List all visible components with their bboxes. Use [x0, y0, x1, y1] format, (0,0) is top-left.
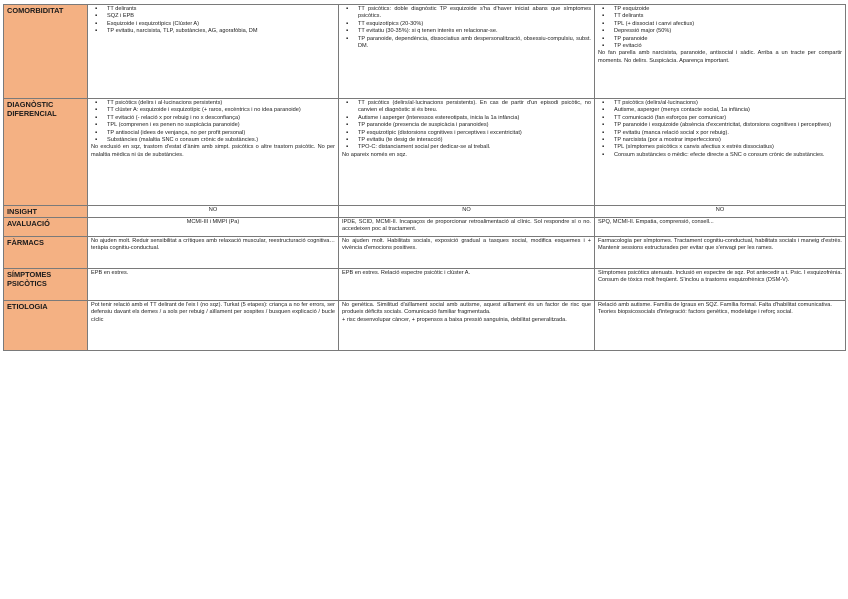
bullet-list — [598, 6, 842, 50]
bullet-list — [342, 6, 591, 50]
list-item: ▪ TT delirants — [614, 13, 842, 20]
cell-simptomes-col1: EPB en estres. — [88, 269, 339, 301]
cell-comorbiditat-col1 — [88, 5, 339, 99]
cell-etiologia-col1: Pot tenir relació amb el TT delirant de l'eix I (no sqz). Turkat (5 etapes): criança a no fer errors, ser defensiu davant els demes / a sols per rebuig / aïllament per sospites / busquen explicació / bucle cíclic — [88, 301, 339, 351]
cell-paragraph: Teories biopsicosocials d'integració: factors genètics, modelatge i reforç social. — [598, 309, 793, 316]
cell-diagnostic-col2 — [339, 99, 595, 206]
list-item: ▪ Depressió major (50%) — [614, 28, 842, 35]
cell-insight-col2: NO — [339, 206, 595, 218]
row-label-avaluacio: AVALUACIÓ — [4, 218, 88, 237]
row-label-diagnostic: DIAGNÒSTIC DIFERENCIAL — [4, 99, 88, 206]
cell-avaluacio-col3: SPQ, MCMI-II. Empatia, comprensió, consell... — [595, 218, 846, 237]
row-avaluacio — [4, 218, 846, 237]
row-label-simptomes: SÍMPTOMES PSICÒTICS — [4, 269, 88, 301]
row-diagnostic-diferencial — [4, 99, 846, 206]
list-item: ▪ TP paranoide (presencia de suspicàcia i paranoides) — [358, 122, 591, 129]
bullet-list — [342, 100, 591, 152]
list-item: ▪ Consum substàncies o mèdic: efecte directe a SNC o consum crònic de substàncies. — [614, 152, 842, 159]
cell-diagnostic-col1 — [88, 99, 339, 206]
list-item: ▪ TP evitació — [614, 43, 842, 50]
list-item: ▪ TT comunicació (fan esforços per comunicar) — [614, 115, 842, 122]
row-label-insight: INSIGHT — [4, 206, 88, 218]
cell-comorbiditat-col3 — [595, 5, 846, 99]
list-item: ▪ TP paranoide — [614, 36, 842, 43]
cell-farmacs-col1: No ajuden molt. Reduir sensibilitat a crítiques amb relaxació muscular, reestructuració cognitiva…teràpia cognitiu-conductual. — [88, 237, 339, 269]
cell-simptomes-col3: Símptomes psicòtics atenuats. Inclusió en espectre de sqz. Pot antecedir a t. Psic. I esquizofrènia. Consum de tòxics molt freqüent. S'inclou a trastorns esquizofrènics (DSM-V). — [595, 269, 846, 301]
cell-paragraph: No apareix només en sqz. — [342, 151, 407, 158]
list-item: ▪ Substàncies (malaltia SNC o consum crònic de substàncies.) — [107, 137, 335, 144]
cell-insight-col3: NO — [595, 206, 846, 218]
list-item: ▪ TP evitatiu, narcisista, TLP, substàncies, AG, agorafòbia, DM — [107, 28, 335, 35]
list-item: ▪ Autisme i asperger (interessos estereotipats, inicia la 1a infància) — [358, 115, 591, 122]
cell-farmacs-col3: Farmacologia per símptomes. Tractament cognitiu-conductual, habilitats socials i maneig d'estrès. Mantenir sessions estructurades per evitar que s'envagi per les rames. — [595, 237, 846, 269]
comparison-table — [3, 4, 846, 351]
cell-paragraph: + risc desenvolupar càncer, + propensos a baixa pressió sanguínia, debilitat generalitzada. — [342, 316, 567, 323]
cell-farmacs-col2: No ajuden molt. Habilitats socials, exposició gradual a tasques social, modifica esquemes i + vivència d'emocions positives. — [339, 237, 595, 269]
list-item: ▪ TT evitació (- relació x por rebuig i no x desconfiança) — [107, 115, 335, 122]
bullet-list — [91, 6, 335, 36]
row-label-etiologia: ETIOLOGIA — [4, 301, 88, 351]
list-item: ▪ TPL (comprenen i es penen no suspicàcia paranoide) — [107, 122, 335, 129]
cell-etiologia-col3 — [595, 301, 846, 351]
list-item: ▪ TT clúster A: esquizoide i esquizotípic (+ raros, excèntrics i no idea paranoide) — [107, 107, 335, 114]
list-item: ▪ TT delirants — [107, 6, 335, 13]
list-item: ▪ SQZ i EPB — [107, 13, 335, 20]
list-item: ▪ TP evitatiu (manca relació social x por rebuig). — [614, 130, 842, 137]
list-item: ▪ TP narcisista (por a mostrar imperfeccions) — [614, 137, 842, 144]
cell-avaluacio-col2: IPDE, SCID, MCMI-II. Incapaços de proporcionar retroalimentació al clínic. Sol respondre sí o no. accedeixen poc al tractament. — [339, 218, 595, 237]
row-farmacs — [4, 237, 846, 269]
cell-insight-col1: NO — [88, 206, 339, 218]
row-insight — [4, 206, 846, 218]
cell-etiologia-col2 — [339, 301, 595, 351]
list-item: ▪ TP esquizoide — [614, 6, 842, 13]
cell-paragraph: Relació amb autisme. Família de lgraus en SQZ. Família formal. Falta d'habilitat comunicativa. — [598, 302, 832, 308]
cell-simptomes-col2: EPB en estres. Relació espectre psicòtic i clúster A. — [339, 269, 595, 301]
cell-diagnostic-col3 — [595, 99, 846, 206]
cell-paragraph: No fan parella amb narcisista, paranoide, antisocial i sàdic. Arriba a un tracte per compartir moments. No delirs. Suspicàcia. Aparença important. — [598, 50, 842, 64]
row-etiologia — [4, 301, 846, 351]
list-item: ▪ TP paranoide i esquizoide (absència d'excentricitat, distorsions cognitives i perceptives) — [614, 122, 842, 129]
list-item: ▪ TP paranoide, dependència, dissociatius amb despersonalització, obsessiu-compulsiu, subst. DM. — [358, 36, 591, 51]
bullet-list — [91, 100, 335, 144]
list-item: ▪ TP esquizotípic (distorsions cognitives i perceptives i excentricitat) — [358, 130, 591, 137]
row-comorbiditat — [4, 5, 846, 99]
list-item: ▪ TPL (símptomes psicòtics x canvis afectius x estrès dissociatius) — [614, 144, 842, 151]
cell-comorbiditat-col2 — [339, 5, 595, 99]
list-item: ▪ TPL (+ dissociat i canvi afectius) — [614, 21, 842, 28]
list-item: ▪ TP evitatiu (te desig de interacció) — [358, 137, 591, 144]
cell-avaluacio-col1: MCMI-III i MMPI (Pa) — [88, 218, 339, 237]
bullet-list — [598, 100, 842, 159]
list-item: ▪ Esquizoide i esquizotípics (Clúster A) — [107, 21, 335, 28]
row-label-comorbiditat: COMORBIDITAT — [4, 5, 88, 99]
list-item: ▪ TT evitatiu (30-35%): si q tenen interès en relacionar-se. — [358, 28, 591, 35]
list-item: ▪ TP antisocial (idees de venjança, no per profit personal) — [107, 130, 335, 137]
row-label-farmacs: FÀRMACS — [4, 237, 88, 269]
list-item: ▪ Autisme, asperger (menys contacte social, 1a infància) — [614, 107, 842, 114]
row-simptomes-psicotics — [4, 269, 846, 301]
cell-paragraph: No exclusió en sqz, trastorn d'estat d'ànim amb simpt. psicòtics o altre trastorn psicòtic. No per malaltia mèdica ni ús de substàncies. — [91, 144, 335, 158]
list-item: ▪ TT psicòtics (delirs i al·lucinacions persistents) — [107, 100, 335, 107]
list-item: ▪ TPO-C: distanciament social per dedicar-se al treball. — [358, 144, 591, 151]
list-item: ▪ TT esquizotípics (20-30%) — [358, 21, 591, 28]
list-item: ▪ TT psicòtics (delirs/al·lucinacions persistents). En cas de partir d'un episodi psicòtic, no canvien el diagnòstic si és breu. — [358, 100, 591, 115]
cell-paragraph: No genètica. Similitud d'aïllament social amb autisme, aquest aïllament és un factor de risc que produeix dèficits socials. Comunicació familiar fragmentada. — [342, 302, 591, 316]
list-item: ▪ TT psicòtics: doble diagnòstic TP esquizoide s'ha d'haver iniciat abans que símptomes psicòtics. — [358, 6, 591, 21]
list-item: ▪ TT psicòtics (delirs/al·lucinacions) — [614, 100, 842, 107]
